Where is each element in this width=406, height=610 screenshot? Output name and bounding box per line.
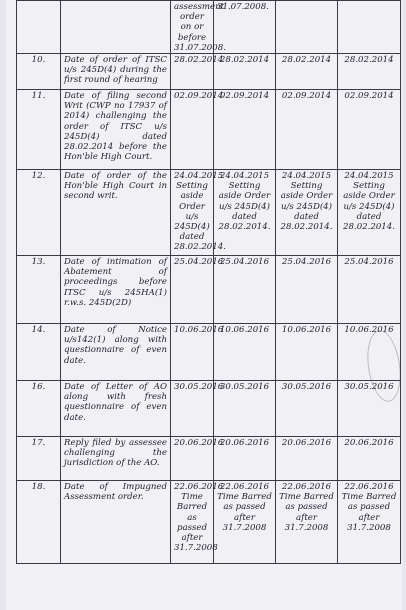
row-description: Date of Letter of AO along with fresh questionnaire of even date. (61, 381, 171, 437)
table-cell: 28.02.2014 (171, 54, 214, 90)
row-number: 13. (17, 256, 61, 324)
table-cell: 20.06.2016 (171, 437, 214, 481)
table-row (17, 324, 401, 381)
table-cell: 22.06.2016 Time Barred as passed after 31.7.2008 (276, 481, 338, 564)
table-cell: 30.05.2016 (214, 381, 276, 437)
dates-table (16, 0, 401, 564)
table-cell: 31.07.2008. (214, 1, 276, 54)
table-cell: 22.06.2016 Time Barred as passed after 31.7.2008 (214, 481, 276, 564)
table-cell: 24.04.2015 Setting aside Order u/s 245D(4) dated 28.02.2014. (171, 170, 214, 256)
table-cell: 20.06.2016 (338, 437, 401, 481)
row-number: 14. (17, 324, 61, 381)
table-cell: 20.06.2016 (214, 437, 276, 481)
table-row (17, 381, 401, 437)
table-cell: 22.06.2016 Time Barred as passed after 31.7.2008 (338, 481, 401, 564)
table-cell (276, 1, 338, 54)
table-cell: 28.02.2014 (276, 54, 338, 90)
table-cell: assessment order on or before 31.07.2008. (171, 1, 214, 54)
table-cell: 25.04.2016 (338, 256, 401, 324)
row-number: 11. (17, 90, 61, 170)
row-description: Date of intimation of Abatement of proceedings before ITSC u/s 245HA(1) r.w.s. 245D(2D) (61, 256, 171, 324)
table-cell: 30.05.2016 (171, 381, 214, 437)
document-page (6, 0, 402, 610)
row-number: 18. (17, 481, 61, 564)
table-cell (338, 1, 401, 54)
table-cell: 02.09.2014 (171, 90, 214, 170)
table-row (17, 54, 401, 90)
table-cell: 28.02.2014 (338, 54, 401, 90)
table-cell: 28.02.2014 (214, 54, 276, 90)
table-cell: 30.05.2016 (276, 381, 338, 437)
row-number: 10. (17, 54, 61, 90)
row-description: Date of Impugned Assessment order. (61, 481, 171, 564)
table-cell: 02.09.2014 (276, 90, 338, 170)
table-row (17, 437, 401, 481)
table-cell: 10.06.2016 (214, 324, 276, 381)
table-row (17, 481, 401, 564)
row-description (61, 1, 171, 54)
row-number: 16. (17, 381, 61, 437)
table-cell: 10.06.2016 (276, 324, 338, 381)
row-description: Date of order of ITSC u/s 245D(4) during the first round of hearing (61, 54, 171, 90)
table-cell: 25.04.2016 (276, 256, 338, 324)
table-cell: 24.04.2015 Setting aside Order u/s 245D(4) dated 28.02.2014. (214, 170, 276, 256)
table-cell: 02.09.2014 (338, 90, 401, 170)
table-row (17, 90, 401, 170)
table-cell: 25.04.2016 (214, 256, 276, 324)
table-cell: 30.05.2016 (338, 381, 401, 437)
table-cell: 24.04.2015 Setting aside Order u/s 245D(4) dated 28.02.2014. (276, 170, 338, 256)
table-cell: 24.04.2015 Setting aside Order u/s 245D(4) dated 28.02.2014. (338, 170, 401, 256)
table-cell: 25.04.2016 (171, 256, 214, 324)
table-cell: 20.06.2016 (276, 437, 338, 481)
table-cell: 10.06.2016 (171, 324, 214, 381)
row-number: 12. (17, 170, 61, 256)
table-cell: 02.09.2014 (214, 90, 276, 170)
table-row (17, 1, 401, 54)
row-description: Date of Notice u/s142(1) along with questionnaire of even date. (61, 324, 171, 381)
table-row (17, 256, 401, 324)
table-cell: 10.06.2016 (338, 324, 401, 381)
row-number (17, 1, 61, 54)
table-cell: 22.06.2016 Time Barred as passed after 31.7.2008 (171, 481, 214, 564)
row-number: 17. (17, 437, 61, 481)
row-description: Date of filing second Writ (CWP no 17937 of 2014) challenging the order of ITSC u/s 245D(4) dated 28.02.2014 before the Hon'ble High Court. (61, 90, 171, 170)
table-row (17, 170, 401, 256)
row-description: Reply filed by assessee challenging the jurisdiction of the AO. (61, 437, 171, 481)
row-description: Date of order of the Hon'ble High Court in second writ. (61, 170, 171, 256)
